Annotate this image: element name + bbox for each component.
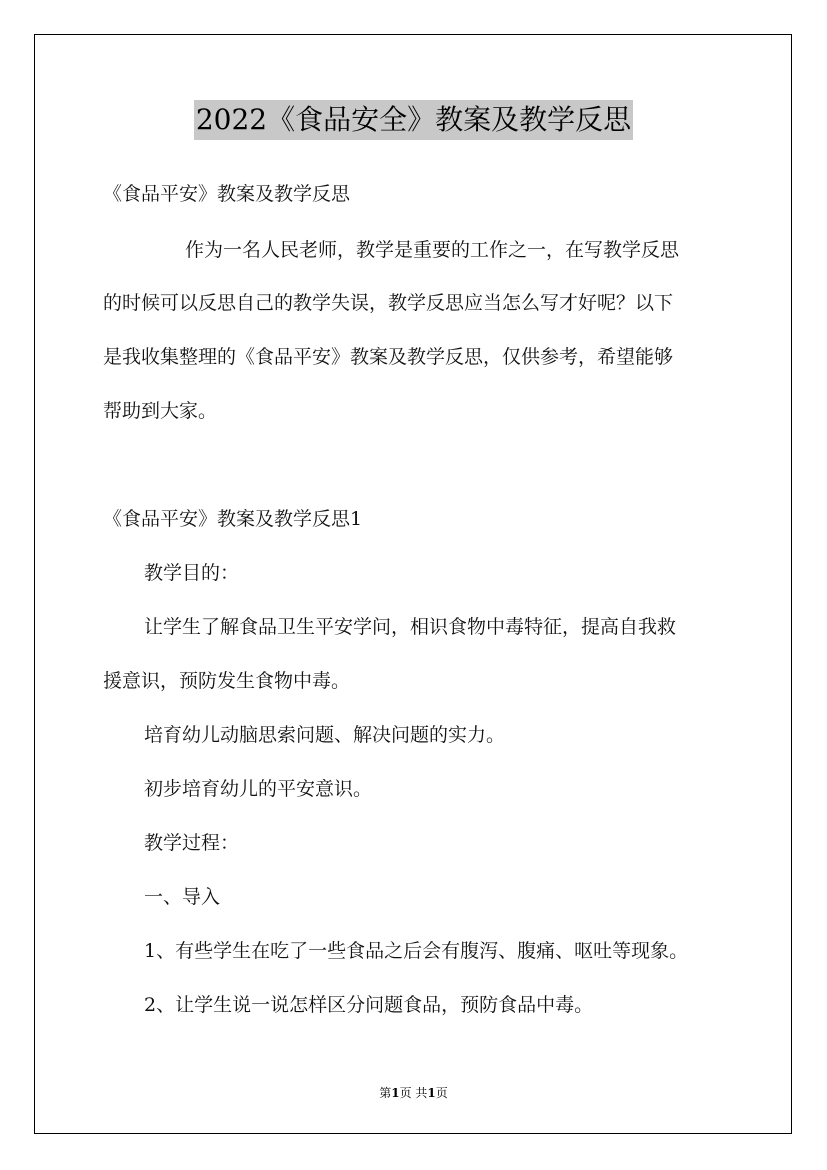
body-line-7: 一、导入: [144, 886, 221, 908]
body-line-3: 援意识，预防发生食物中毒。: [103, 670, 351, 692]
footer-page-prefix: 第: [379, 1086, 392, 1100]
page-footer: [0, 1084, 827, 1101]
intro-line-1: 作为一名人民老师，教学是重要的工作之一，在写教学反思: [185, 239, 680, 261]
document-subtitle: 《食品平安》教案及教学反思: [103, 183, 351, 205]
footer-page-suffix: 页: [435, 1086, 448, 1100]
intro-line-3: 是我收集整理的《食品平安》教案及教学反思，仅供参考，希望能够: [103, 346, 674, 368]
body-line-6: 教学过程：: [144, 832, 240, 854]
body-line-8: 1、有些学生在吃了一些食品之后会有腹泻、腹痛、呕吐等现象。: [144, 940, 689, 962]
body-line-4: 培育幼儿动脑思索问题、解决问题的实力。: [144, 724, 506, 746]
section-heading: 《食品平安》教案及教学反思1: [103, 508, 363, 530]
body-line-9: 2、让学生说一说怎样区分问题食品，预防食品中毒。: [144, 994, 594, 1016]
footer-page-mid: 页 共: [399, 1086, 428, 1100]
footer-page-total: 1: [427, 1086, 436, 1100]
intro-line-2: 的时候可以反思自己的教学失误，教学反思应当怎么写才好呢？以下: [103, 292, 674, 314]
intro-line-4: 帮助到大家。: [103, 400, 218, 422]
body-line-1: 教学目的：: [144, 562, 240, 584]
document-title: 2022《食品安全》教案及教学反思: [194, 100, 633, 140]
body-line-2: 让学生了解食品卫生平安学问，相识食物中毒特征，提高自我救: [144, 616, 677, 638]
title-wrapper: [0, 100, 827, 140]
body-line-5: 初步培育幼儿的平安意识。: [144, 778, 373, 800]
footer-page-current: 1: [391, 1086, 400, 1100]
